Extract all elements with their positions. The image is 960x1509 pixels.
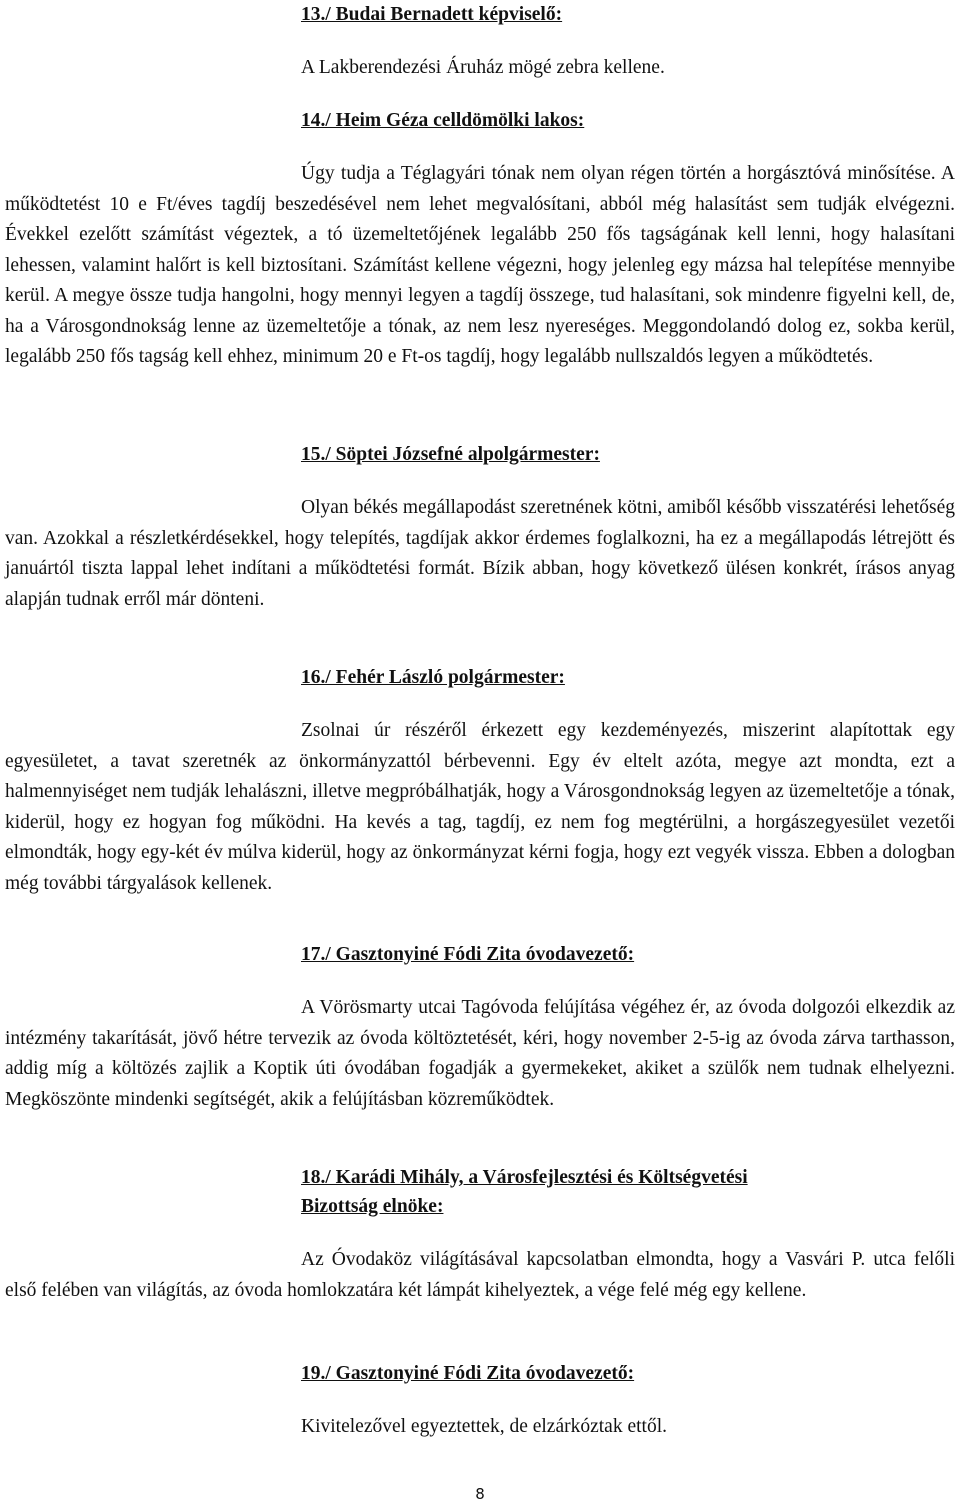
section-17-text-content: A Vörösmarty utcai Tagóvoda felújítása végéhez ér, az óvoda dolgozói elkezdik az intézmény takarítását, jövő hétre tervezik az óvoda költöztetését, kéri, hogy november 2-5-ig az óvoda zárva tarthasson, addig míg a költözés zajlik a Koptik úti óvodában fogadják a gyermekeket, akiket a szülők nem tudnak elhelyezni. Megköszönte mindenki segítségét, akik a felújításban közreműködtek.: [5, 997, 955, 1110]
section-14-text: [5, 159, 955, 373]
section-15-text: [5, 493, 955, 615]
section-16-heading: 16./ Fehér László polgármester:: [301, 667, 565, 688]
section-19-heading: 19./ Gasztonyiné Fódi Zita óvodavezető:: [301, 1363, 635, 1384]
section-17-heading: 17./ Gasztonyiné Fódi Zita óvodavezető:: [301, 944, 635, 965]
section-18-heading: 18./ Karádi Mihály, a Városfejlesztési és Költségvetési: [301, 1167, 748, 1188]
page-number: 8: [475, 1485, 485, 1503]
section-18-text: [5, 1245, 955, 1306]
section-18-text-content: Az Óvodaköz világításával kapcsolatban elmondta, hogy a Vasvári P. utca felőli első felében van világítás, az óvoda homlokzatára két lámpát kihelyeztek, a vége felé még egy kellene.: [5, 1249, 955, 1301]
section-18-heading-line2: Bizottság elnöke:: [301, 1196, 444, 1217]
section-15-heading: 15./ Söptei Józsefné alpolgármester:: [301, 444, 600, 465]
section-19-text: Kivitelezővel egyeztettek, de elzárkóztak ettől.: [301, 1416, 667, 1437]
section-16-text: [5, 716, 955, 899]
section-15-text-content: Olyan békés megállapodást szeretnének kötni, amiből később visszatérési lehetőség van. Azokkal a részletkérdésekkel, hogy telepítés, tagdíjak akkor érdemes foglalkozni, ha ez a megállapodás létrejött és januártól tiszta lappal lehet indítani a működtetési formát. Bízik abban, hogy következő ülésen konkrét, írásos anyag alapján tudnak erről már dönteni.: [5, 497, 955, 610]
section-13-text: A Lakberendezési Áruház mögé zebra kellene.: [301, 57, 665, 78]
section-17-text: [5, 993, 955, 1115]
section-13-heading: 13./ Budai Bernadett képviselő:: [301, 4, 563, 25]
section-16-text-content: Zsolnai úr részéről érkezett egy kezdeményezés, miszerint alapítottak egy egyesületet, a tavat szeretnék az önkormányzattól bérbevenni. Egy év eltelt azóta, megye azt mondta, ezt a halmennyiséget nem tudják lehalászni, illetve megpróbálhatják, hogy a Városgondnokság legyen az üzemeltetője a tónak, kiderül, hogy ez hogyan fog működni. Ha kevés a tag, tagdíj, ez nem fog megtérülni, a horgászegyesület vezetői elmondták, hogy egy-két év múlva kiderül, hogy az önkormányzat kérni fogja, hogy ezt vegyék vissza. Ebben a dologban még további tárgyalások kellenek.: [5, 720, 955, 894]
section-14-heading: 14./ Heim Géza celldömölki lakos:: [301, 110, 585, 131]
section-14-text-content: Úgy tudja a Téglagyári tónak nem olyan régen történ a horgásztóvá minősítése. A működtetést 10 e Ft/éves tagdíj beszedésével nem lehet megvalósítani, abból még halasítást sem tudják elvégezni. Évekkel ezelőtt számítást végeztek, a tó üzemeltetőjének legalább 250 fős tagságának kell lenni, hogy halasítani lehessen, valamint halőrt is kell biztosítani. Számítást kellene végezni, hogy jelenleg egy mázsa hal telepítése mennyibe kerül. A megye össze tudja hangolni, hogy mennyi legyen a tagdíj összege, tud halasítani, sok mindenre figyelni kell, de, ha a Városgondnokság lenne az üzemeltetője a tónak, az nem lesz nyereséges. Meggondolandó dolog ez, sokba kerül, legalább 250 fős tagság kell ehhez, minimum 20 e Ft-os tagdíj, hogy legalább nullszaldós legyen a működtetés.: [5, 163, 955, 367]
